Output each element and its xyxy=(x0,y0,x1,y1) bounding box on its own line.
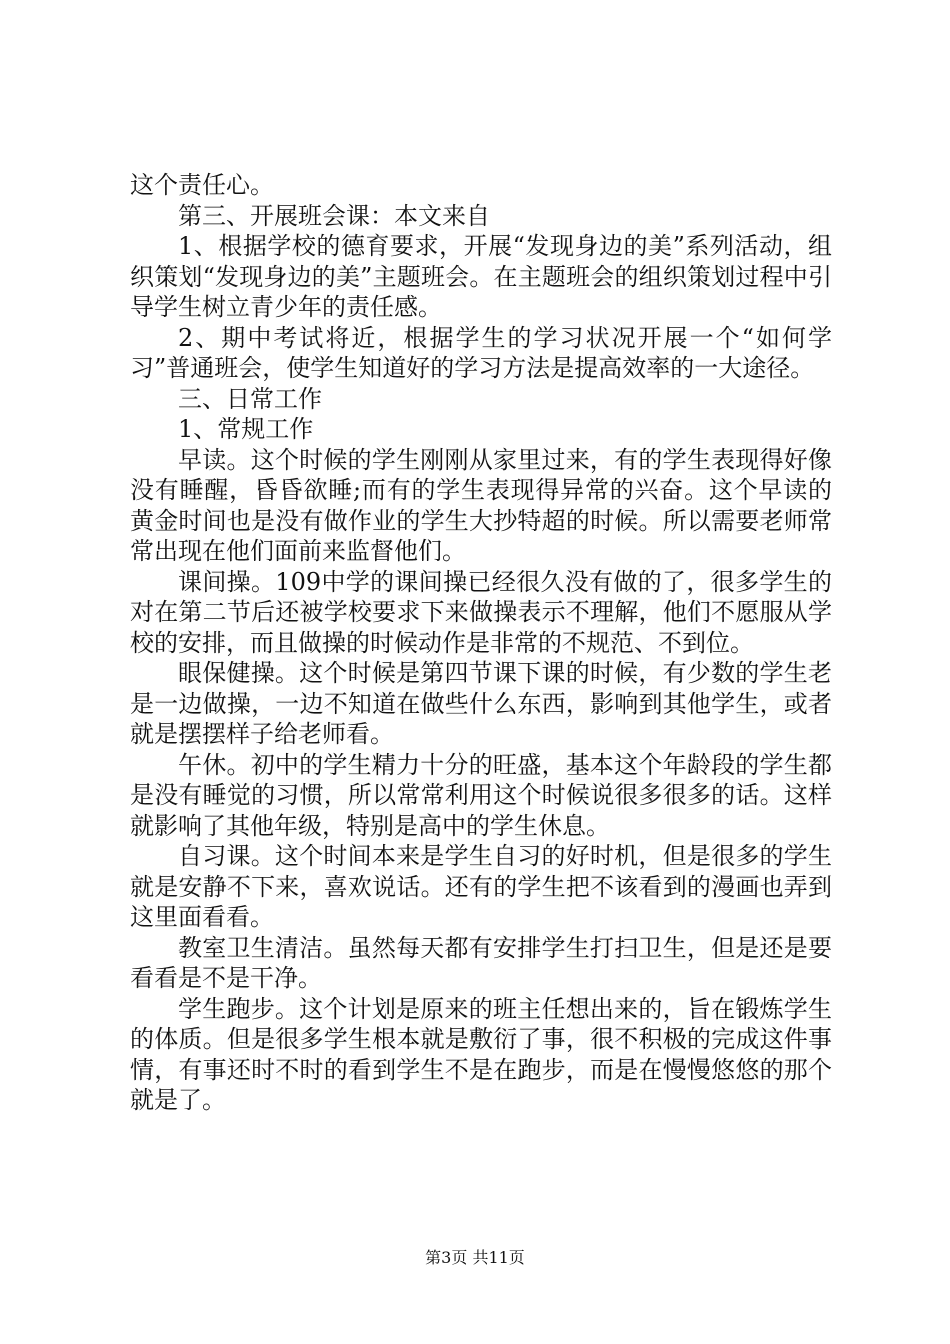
page-footer: 第3页 共11页 xyxy=(425,1248,525,1267)
paragraph: 自习课。这个时间本来是学生自习的好时机，但是很多的学生就是安静不下来，喜欢说话。还有的学生把不该看到的漫画也弄到这里面看看。 xyxy=(130,842,832,931)
paragraph: 学生跑步。这个计划是原来的班主任想出来的，旨在锻炼学生的体质。但是很多学生根本就是敷衍了事，很不积极的完成这件事情，有事还时不时的看到学生不是在跑步，而是在慢慢悠悠的那个就是了。 xyxy=(130,994,832,1114)
paragraph: 课间操。109中学的课间操已经很久没有做的了，很多学生的对在第二节后还被学校要求下来做操表示不理解，他们不愿服从学校的安排，而且做操的时候动作是非常的不规范、不到位。 xyxy=(130,567,832,657)
paragraph: 2、期中考试将近，根据学生的学习状况开展一个“如何学习”普通班会，使学生知道好的学习方法是提高效率的一大途径。 xyxy=(130,323,832,382)
paragraph: 眼保健操。这个时候是第四节课下课的时候，有少数的学生老是一边做操，一边不知道在做些什么东西，影响到其他学生，或者就是摆摆样子给老师看。 xyxy=(130,659,832,748)
paragraph: 1、常规工作 xyxy=(178,415,314,443)
paragraph: 午休。初中的学生精力十分的旺盛，基本这个年龄段的学生都是没有睡觉的习惯，所以常常利用这个时候说很多很多的话。这样就影响了其他年级，特别是高中的学生休息。 xyxy=(130,750,832,840)
paragraph: 早读。这个时候的学生刚刚从家里过来，有的学生表现得好像没有睡醒，昏昏欲睡;而有的学生表现得异常的兴奋。这个早读的黄金时间也是没有做作业的学生大抄特超的时候。所以需要老师常常出现在他们面前来监督他们。 xyxy=(130,445,832,565)
paragraph: 教室卫生清洁。虽然每天都有安排学生打扫卫生，但是还是要看看是不是干净。 xyxy=(130,933,832,992)
paragraph: 三、日常工作 xyxy=(178,384,322,413)
paragraph: 第三、开展班会课：本文来自 xyxy=(178,201,490,230)
document-body xyxy=(130,170,832,1116)
paragraph: 这个责任心。 xyxy=(130,171,274,199)
paragraph: 1、根据学校的德育要求，开展“发现身边的美”系列活动，组织策划“发现身边的美”主题班会。在主题班会的组织策划过程中引导学生树立青少年的责任感。 xyxy=(130,232,832,321)
